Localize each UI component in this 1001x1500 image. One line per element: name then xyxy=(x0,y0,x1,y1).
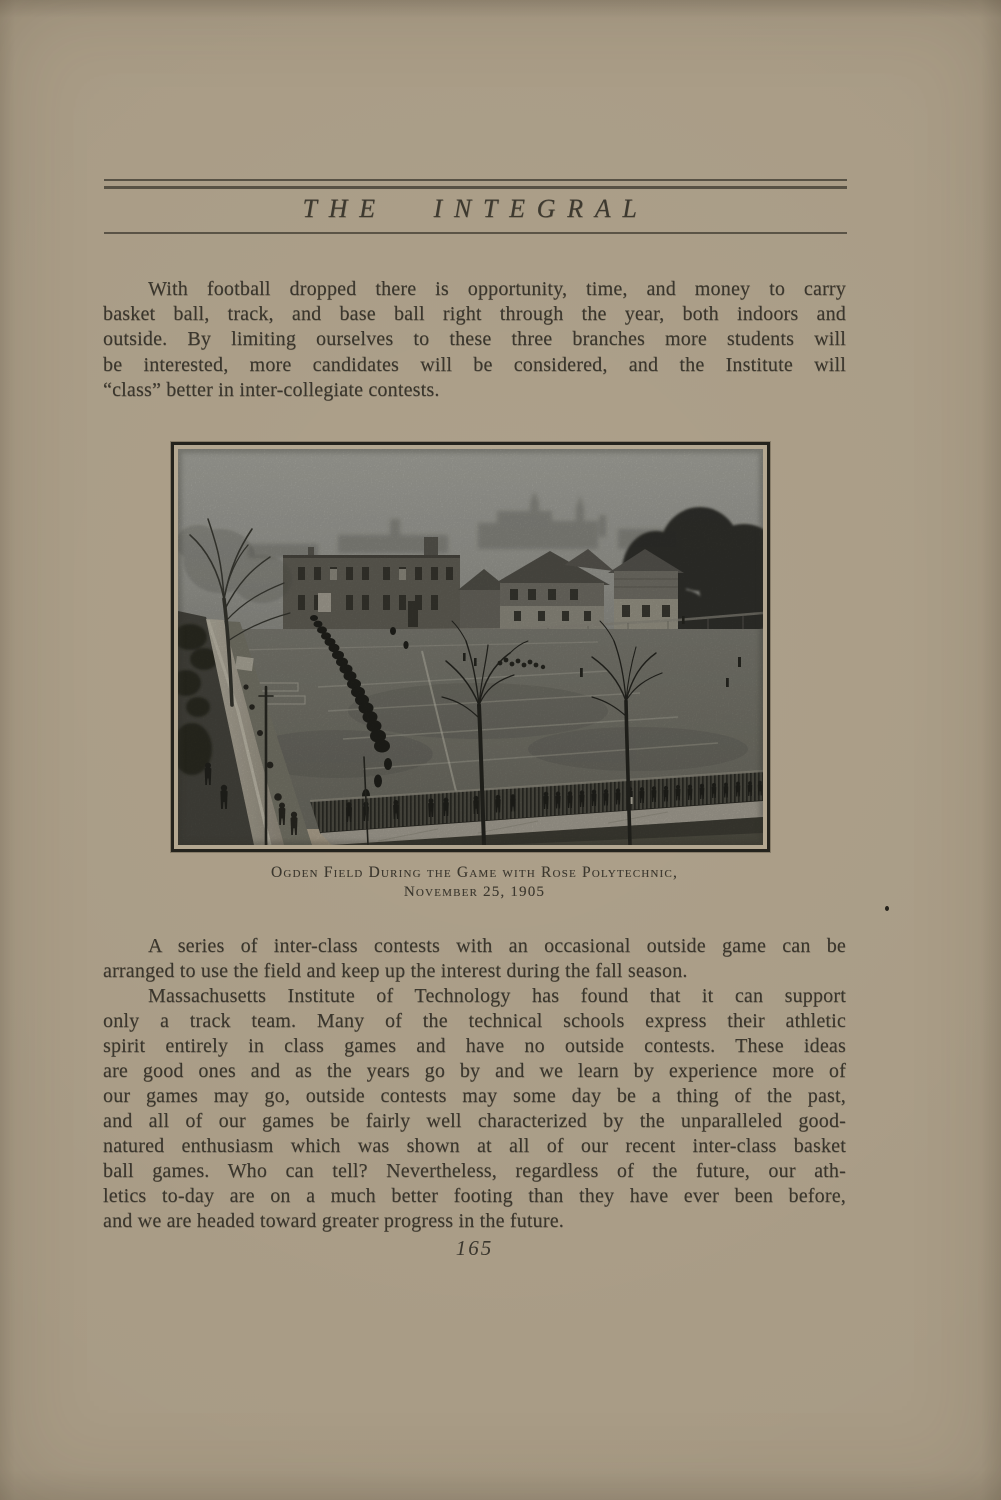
masthead-double-rule xyxy=(104,179,847,189)
intro-paragraph xyxy=(103,277,846,403)
body-paragraph xyxy=(103,934,846,984)
text-line: be interested, more candidates will be considered, and the Institute will xyxy=(103,353,846,376)
text-line: spirit entirely in class games and have no outside contests. These ideas xyxy=(103,1035,846,1057)
running-head: THE INTEGRAL xyxy=(302,194,649,223)
text-line: are good ones and as the years go by and we learn by experience more of xyxy=(103,1060,846,1082)
text-line: natured enthusiasm which was shown at all of our recent inter-class basket xyxy=(103,1135,846,1157)
figure-caption-line2: November 25, 1905 xyxy=(403,884,546,900)
text-line: our games may go, outside contests may some day be a thing of the past, xyxy=(103,1085,846,1107)
ink-speck xyxy=(885,906,889,911)
text-line: Massachusetts Institute of Technology has found that it can support xyxy=(148,985,846,1007)
text-line: only a track team. Many of the technical schools express their athletic xyxy=(103,1010,846,1032)
text-line: With football dropped there is opportunity, time, and money to carry xyxy=(148,278,846,300)
text-line: A series of inter-class contests with an occasional outside game can be xyxy=(148,935,846,957)
figure-caption-line1: Ogden Field During the Game with Rose Polytechnic, xyxy=(270,864,679,881)
text-line: basket ball, track, and base ball right through the year, both indoors and xyxy=(103,303,846,326)
field-photo-illustration xyxy=(178,449,763,845)
body-text xyxy=(103,934,846,1234)
text-line: and we are headed toward greater progress in the future. xyxy=(103,1210,564,1232)
page-number: 165 xyxy=(455,1236,494,1260)
masthead-single-rule xyxy=(104,232,847,234)
ogden-field-photograph xyxy=(171,442,770,852)
body-paragraph xyxy=(103,984,846,1234)
text-line: letics to-day are on a much better footing than they have ever been before, xyxy=(103,1185,846,1207)
text-line: arranged to use the field and keep up the interest during the fall season. xyxy=(103,960,688,982)
text-line: and all of our games be fairly well characterized by the unparalleled good- xyxy=(103,1110,846,1132)
text-line: “class” better in inter-collegiate contests. xyxy=(103,378,440,401)
text-line: ball games. Who can tell? Nevertheless, regardless of the future, our ath- xyxy=(103,1160,846,1182)
text-line: outside. By limiting ourselves to these three branches more students will xyxy=(103,328,846,351)
